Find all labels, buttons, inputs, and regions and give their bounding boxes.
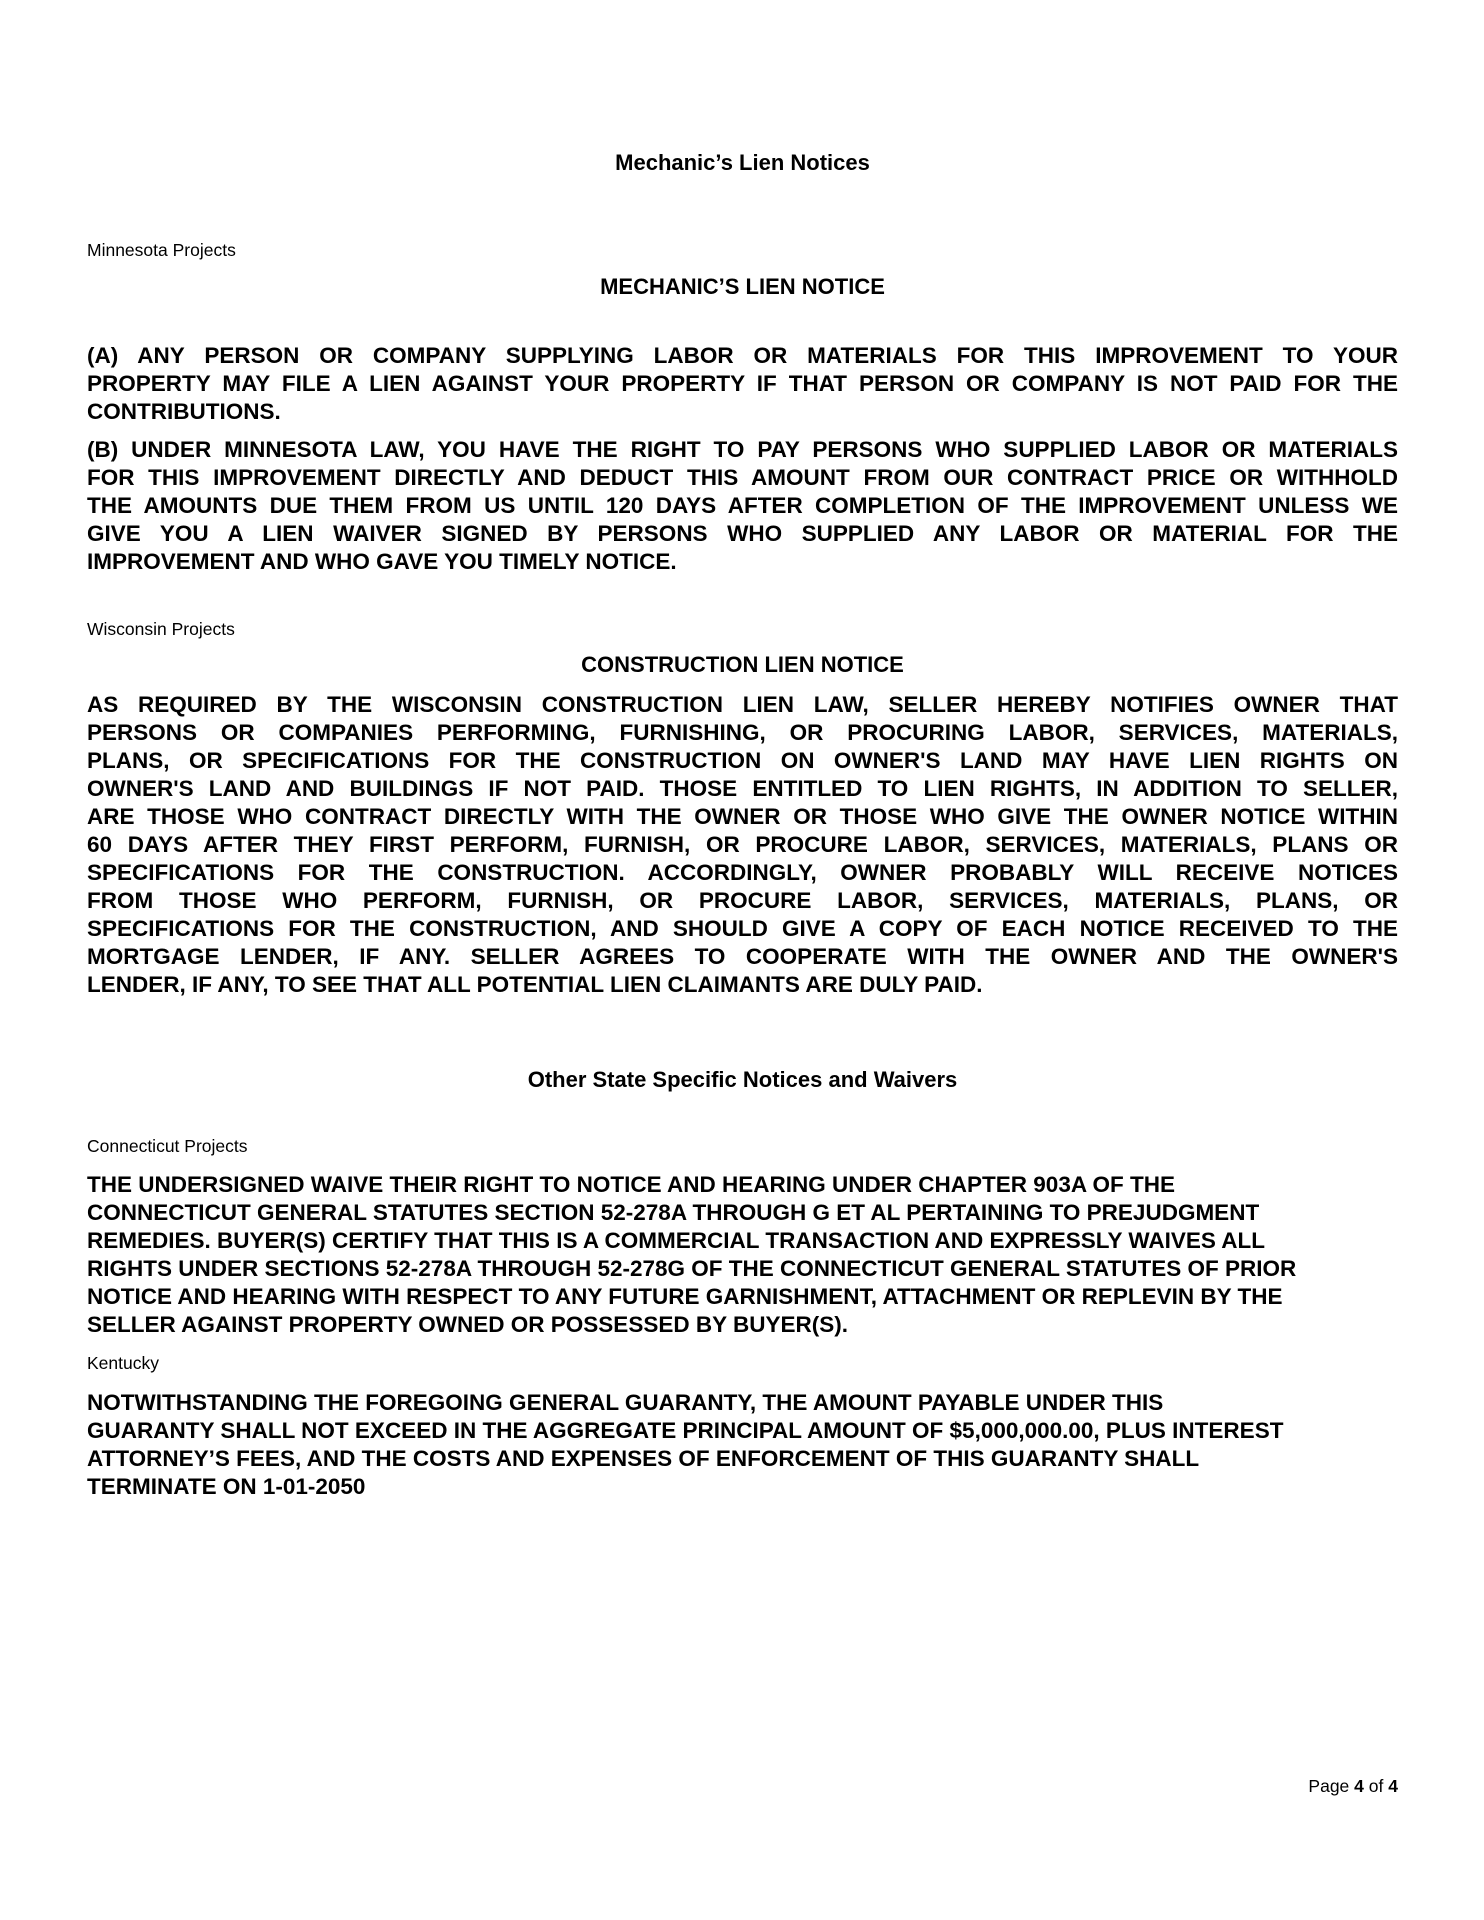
- text-line: FROM THOSE WHO PERFORM, FURNISH, OR PROCURE LABOR, SERVICES, MATERIALS, PLANS, OR: [87, 888, 1398, 913]
- text-line: (B) UNDER MINNESOTA LAW, YOU HAVE THE RIGHT TO PAY PERSONS WHO SUPPLIED LABOR OR MATERIALS: [87, 437, 1398, 462]
- minnesota-label: Minnesota Projects: [87, 240, 236, 260]
- text-line: ARE THOSE WHO CONTRACT DIRECTLY WITH THE OWNER OR THOSE WHO GIVE THE OWNER NOTICE WITHIN: [87, 804, 1398, 829]
- text-line: MORTGAGE LENDER, IF ANY. SELLER AGREES TO COOPERATE WITH THE OWNER AND THE OWNER'S: [87, 944, 1398, 969]
- text-line: PROPERTY MAY FILE A LIEN AGAINST YOUR PROPERTY IF THAT PERSON OR COMPANY IS NOT PAID FOR THE: [87, 371, 1398, 396]
- text-line: AS REQUIRED BY THE WISCONSIN CONSTRUCTION LIEN LAW, SELLER HEREBY NOTIFIES OWNER THAT: [87, 692, 1398, 717]
- text-line: SPECIFICATIONS FOR THE CONSTRUCTION. ACCORDINGLY, OWNER PROBABLY WILL RECEIVE NOTICES: [87, 860, 1398, 885]
- text-line: IMPROVEMENT AND WHO GAVE YOU TIMELY NOTICE.: [87, 549, 677, 574]
- wisconsin-label: Wisconsin Projects: [87, 619, 235, 639]
- text-line: PLANS, OR SPECIFICATIONS FOR THE CONSTRUCTION ON OWNER'S LAND MAY HAVE LIEN RIGHTS ON: [87, 748, 1398, 773]
- text-line: REMEDIES. BUYER(S) CERTIFY THAT THIS IS A COMMERCIAL TRANSACTION AND EXPRESSLY WAIVES ALL: [87, 1228, 1266, 1253]
- text-line: SELLER AGAINST PROPERTY OWNED OR POSSESSED BY BUYER(S).: [87, 1312, 848, 1337]
- text-line: NOTICE AND HEARING WITH RESPECT TO ANY FUTURE GARNISHMENT, ATTACHMENT OR REPLEVIN BY THE: [87, 1284, 1283, 1309]
- minnesota-para-a: [87, 342, 1398, 426]
- page-number: [1308, 1776, 1398, 1797]
- of-word: of: [1368, 1776, 1384, 1796]
- kentucky-para: [87, 1389, 1398, 1501]
- text-line: TERMINATE ON 1-01-2050: [87, 1474, 366, 1499]
- current-page: 4: [1354, 1776, 1364, 1796]
- text-line: GIVE YOU A LIEN WAIVER SIGNED BY PERSONS WHO SUPPLIED ANY LABOR OR MATERIAL FOR THE: [87, 521, 1398, 546]
- wisconsin-para: [87, 691, 1398, 999]
- total-pages: 4: [1388, 1776, 1398, 1796]
- text-line: PERSONS OR COMPANIES PERFORMING, FURNISHING, OR PROCURING LABOR, SERVICES, MATERIALS,: [87, 720, 1398, 745]
- text-line: NOTWITHSTANDING THE FOREGOING GENERAL GUARANTY, THE AMOUNT PAYABLE UNDER THIS: [87, 1390, 1164, 1415]
- connecticut-para: [87, 1171, 1398, 1339]
- text-line: SPECIFICATIONS FOR THE CONSTRUCTION, AND SHOULD GIVE A COPY OF EACH NOTICE RECEIVED TO THE: [87, 916, 1398, 941]
- other-notices-title: Other State Specific Notices and Waivers: [527, 1067, 958, 1092]
- wisconsin-heading: CONSTRUCTION LIEN NOTICE: [581, 652, 904, 677]
- kentucky-label: Kentucky: [87, 1353, 159, 1373]
- page-title: Mechanic’s Lien Notices: [615, 150, 870, 175]
- text-line: (A) ANY PERSON OR COMPANY SUPPLYING LABOR OR MATERIALS FOR THIS IMPROVEMENT TO YOUR: [87, 343, 1398, 368]
- text-line: GUARANTY SHALL NOT EXCEED IN THE AGGREGATE PRINCIPAL AMOUNT OF $5,000,000.00, PLUS INTEREST: [87, 1418, 1284, 1443]
- text-line: THE UNDERSIGNED WAIVE THEIR RIGHT TO NOTICE AND HEARING UNDER CHAPTER 903A OF THE: [87, 1172, 1175, 1197]
- text-line: LENDER, IF ANY, TO SEE THAT ALL POTENTIAL LIEN CLAIMANTS ARE DULY PAID.: [87, 972, 983, 997]
- text-line: THE AMOUNTS DUE THEM FROM US UNTIL 120 DAYS AFTER COMPLETION OF THE IMPROVEMENT UNLESS WE: [87, 493, 1398, 518]
- text-line: CONTRIBUTIONS.: [87, 399, 281, 424]
- text-line: RIGHTS UNDER SECTIONS 52-278A THROUGH 52-278G OF THE CONNECTICUT GENERAL STATUTES OF PRIOR: [87, 1256, 1297, 1281]
- text-line: FOR THIS IMPROVEMENT DIRECTLY AND DEDUCT THIS AMOUNT FROM OUR CONTRACT PRICE OR WITHHOLD: [87, 465, 1398, 490]
- text-line: ATTORNEY’S FEES, AND THE COSTS AND EXPENSES OF ENFORCEMENT OF THIS GUARANTY SHALL: [87, 1446, 1200, 1471]
- connecticut-label: Connecticut Projects: [87, 1136, 248, 1156]
- minnesota-heading: MECHANIC’S LIEN NOTICE: [600, 274, 885, 299]
- page-word: Page: [1308, 1776, 1350, 1796]
- text-line: CONNECTICUT GENERAL STATUTES SECTION 52-278A THROUGH G ET AL PERTAINING TO PREJUDGMENT: [87, 1200, 1260, 1225]
- minnesota-para-b: [87, 436, 1398, 576]
- text-line: OWNER'S LAND AND BUILDINGS IF NOT PAID. THOSE ENTITLED TO LIEN RIGHTS, IN ADDITION TO SELLER,: [87, 776, 1398, 801]
- text-line: 60 DAYS AFTER THEY FIRST PERFORM, FURNISH, OR PROCURE LABOR, SERVICES, MATERIALS, PLANS OR: [87, 832, 1398, 857]
